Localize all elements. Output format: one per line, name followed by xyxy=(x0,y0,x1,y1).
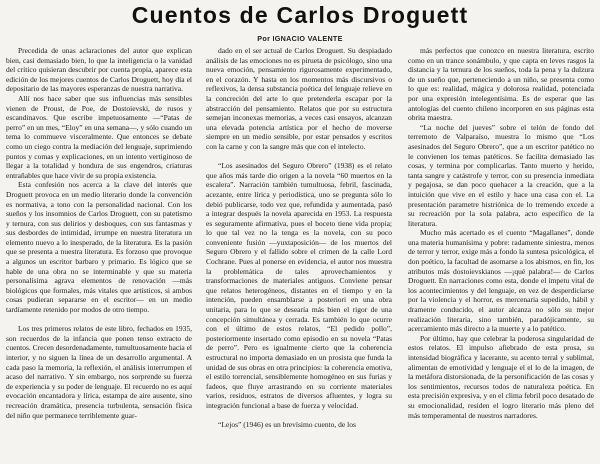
article-title: Cuentos de Carlos Droguett xyxy=(131,2,469,28)
paragraph: Los tres primeros relatos de este libro, fechados en 1935, son recuerdos de la infancia que ponen tenso extracto de cuentos. Crecen desordenadamente, tumultuosamente hacia el interior, y no siguen la línea de un desarrollo argumental. A cada paso la memoria, la reflexión, el análisis interrumpen el acaso del narrativo. Y sin embargo, nos sorprende su fuerza de experiencia y su poder de lenguaje. El recuerdo no es aquí evocación encantadora y lírica, estampa de aire ausente, sino recreación dramática, presencia turbulenta, sensación física del niño que permanece terriblemente guar- xyxy=(6,324,192,420)
article-body xyxy=(6,46,594,464)
paragraph: “La noche del jueves” sobre el telón de fondo del terremoto de Valparaíso, muestra lo mismo que “Los asesinados del Seguro Obrero”, que a un escritor patético no le convienen los temas patéticos. Se facilita demasiado las cosas, y termina por complicarlas. Tanto muerto y herido, tanta sangre y catástrofe y terror, con su presencia inmediata y pegajosa, se dan poco quehacer a la creación, que a la intuición que vive en el estilo y hace una casa con el. La presentación parametre histriónica de lo tremendo excede a su recreación por la sola palabra, acto específico de la literatura. xyxy=(408,122,594,228)
paragraph: “Lejos” (1946) es un brevísimo cuento, de los xyxy=(218,420,356,430)
paragraph: Esta confesión nos acerca a la clave del interés que Droguett provoca en un medio literario donde la convención es normativa, a tono con la personalidad nacional. Con los sueños y los insomnios de Carlos Droguett, con su patetismo y ternura, con sus delirios y desboques, con sus fantasmas y sus desbordes de intimidad, irrumpe en nuestra literatura un elemento nuevo a lo inesperado, de la literatura. Es la pasión que se presenta a nuestra literatura. Es forzoso que provoque a algunos un escritor barbaro y primario. Es lógico que se hable de una obra no se interminable y que su materia personalísima agrava elementos de renovación —más biológicos que formales, más vitales que artísticos, si ambos cosas pudieran separarse en el escritor— en un medio tardíamente retenido por modos de otro tiempo. xyxy=(6,180,192,315)
paragraph: Por último, hay que celebrar la poderosa singularidad de estos relatos. El impulso afiebrado de esta prosa, su intensidad biográfica y lacerante, su acento terral y sublimal, alimentan de emotividad y lenguaje el el lo de la imagen, de la metáfora distorsionada, de la personificación de las cosas y los sentimientos, recursos todos de naturaleza poética. En esta precisión expresiva, y en el clima febril poco desatado de su emocionalidad, residen el logro literario más pleno del más temperamental de nuestros narradores. xyxy=(408,333,594,420)
text-column-2 xyxy=(206,46,392,464)
paragraph: Allí nos hace saber que sus influencias más sensibles vienen de Proust, de Poe, de Dostoievski, de rusos y escandinavos. Que escribe impetuosamente —“Patas de perro” en un mes, “Eloy” en una semana—, y sólo cuando un tema lo commueve visceralmente. Que entonces se debate como un ciego contra la mediación del lenguaje, suprimiendo puntos y comas y explicaciones, en un intento vertiginoso de llegar a la totalidad y hondura de sus engendros, criaturas entrañables que hace vivir de su propia existencia. xyxy=(6,93,192,180)
text-column-3 xyxy=(408,46,594,464)
paragraph: “Los asesinados del Seguro Obrero” (1938) es el relato que años más tarde dio origen a la novela “60 muertos en la escalera”. Narración también tumultuosa, febril, fascinada, acezante, entre lírica y periodística, uno se pregunta sólo lo debió publicarse, todo vez que, refundida y aumentada, pasó a integrar después la novela aparecida en 1953. La respuesta es seguramente afirmativa, pues el boceto tiene vida propia; lo que tal vez no la tenga es la novela, con su poco conveniente fusión —yuxtaposición— de los muertos del Seguro Obrero y el fallido sobre el crimen de la calle Lord Cochrane. Pues al ponerse en evidencia, el autor nos muestra la problemática de tales aprovechamientos y transformaciones de materiales antiguos. Conviene pensar que relatos heterogéneos, distantes en el tiempo y en la intención, pueden ensamblarse a posteriori en una obra unitaria, para lo que se desearía más bien el rigor de una concepción simultánea y cerrada. Es también lo que ocurre con el último de estos relatos, “El pedido pollo”, posteriormente insertado como episodio en su novela “Patas de perro”. Pero es igualmente cierto que la coherencia estructural no importa demasiado en un prosista que funda la unidad de sus obras en otra principios: la coherencia emotiva, el estilo torrencial, sensiblemente homogéneo en sus furias y fadeos, que fluye arrastrando en su corriente materiales varios, residuos, estratos de diversos afluentes, y logra su integración funcional a base de fuerza y velocidad. xyxy=(206,161,392,410)
article-byline: Por IGNACIO VALENTE xyxy=(257,34,343,43)
paragraph: Precedida de unas aclaraciones del autor que explican bien, casi demasiado bien, lo que la inteligencia o la vanidad del crítico quisieran descubrir por cuenta propia, aparece esta edición de los mejores cuentos de Carlos Droguett, hoy día el depositario de las mayores esperanzas de nuestra narrativa. xyxy=(6,46,192,94)
paragraph: dado en el ser actual de Carlos Droguett. Su despiadado análisis de las emociones no es pirueta de psicólogo, sino una nueva emoción, pensamiento rigurosamente experimentado, en el corazón. Y hasta en los momentos más discursivos o reflexivos, la densa substancia poética del lenguaje relieve en la concreción del arte lo que pretenderla escapar por la abstracción del pensamiento. Relatos que por su estructura semejan inconexas memorias, a veces casi ensayos, alcanzan una elevada potencia artística por el hecho de moverse siempre en un medio sensible, por estar pensados y escritos con la carne y con la sangre más que con el intelecto. xyxy=(206,46,392,151)
text-column-1 xyxy=(6,46,192,464)
paragraph: Mucho más acertado es el cuento “Magallanes”, donde una materia humanísima y pobre: radamente siniestra, menos de terror y terror, exige más a fondo la suntesa psicológica, el don poético, la facultad de asomarse a los abismos, en fin, los atributos más dostoievskianos —¡qué palabra!— de Carlos Droguett. En narraciones como esta, donde el ímpetu vital de los acontecimientos y del lenguaje, en vez de desperdiciarse por la violencia y el horror, es mercenaria supedido, hábil y dramente conducido, el autor alcanza no sólo su mejor realización literaria, sino también, paradójicamente, su acercamiento más directo a la muerte y a lo patético. xyxy=(408,228,594,334)
paragraph: más perfectos que conozco en nuestra literatura, escrito como en un trance sonámbulo, y que capta en leves rasgos la distancia y la ternura de los sueños, toda la pena y la dulzura de un sueño que, perteneciendo a un niño, se presenta como lo que es: realidad, mágica y dolorosa realidad, potenciada por una expresión intelegentísima. Es de esperar que las antologías del cuento chileno incorporen en sus páginas esta obrita maestra. xyxy=(408,46,594,123)
